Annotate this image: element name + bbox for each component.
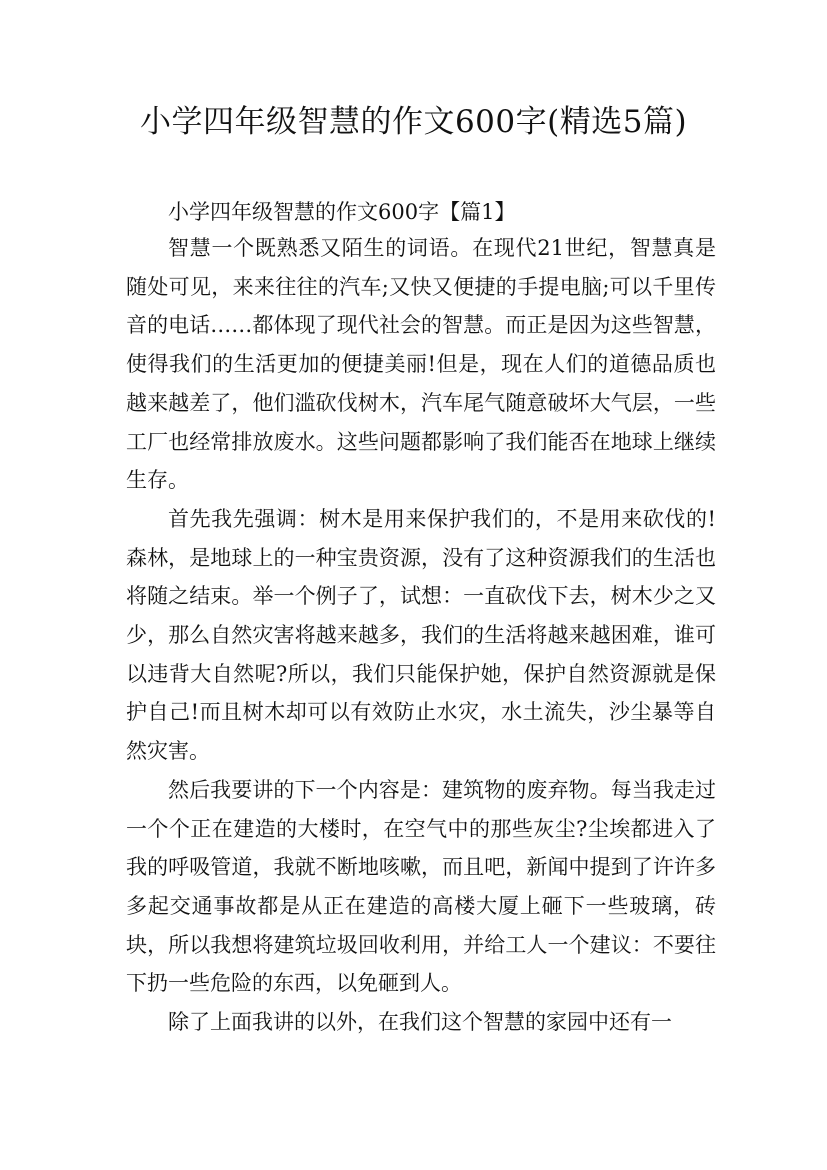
paragraph: 智慧一个既熟悉又陌生的词语。在现代21世纪，智慧真是随处可见，来来往往的汽车;又快又便捷的手提电脑;可以千里传音的电话……都体现了现代社会的智慧。而正是因为这些智慧，使得我们的生活更加的便捷美丽!但是，现在人们的道德品质也越来越差了，他们滥砍伐树木，汽车尾气随意破坏大气层，一些工厂也经常排放废水。这些问题都影响了我们能否在地球上继续生存。 [126,236,716,493]
article-body [126,229,716,1042]
section-heading: 小学四年级智慧的作文600字【篇1】 [168,200,516,224]
paragraph: 然后我要讲的下一个内容是：建筑物的废弃物。每当我走过一个个正在建造的大楼时，在空气中的那些灰尘?尘埃都进入了我的呼吸管道，我就不断地咳嗽，而且吧，新闻中提到了许许多多起交通事故都是从正在建造的高楼大厦上砸下一些玻璃，砖块，所以我想将建筑垃圾回收利用，并给工人一个建议：不要往下扔一些危险的东西，以免砸到人。 [126,777,716,996]
paragraph: 除了上面我讲的以外，在我们这个智慧的家园中还有一 [168,1010,672,1035]
document-title: 小学四年级智慧的作文600字(精选5篇) [139,104,688,140]
paragraph: 首先我先强调：树木是用来保护我们的，不是用来砍伐的!森林，是地球上的一种宝贵资源，没有了这种资源我们的生活也将随之结束。举一个例子了，试想：一直砍伐下去，树木少之又少，那么自然灾害将越来越多，我们的生活将越来越困难，谁可以违背大自然呢?所以，我们只能保护她，保护自然资源就是保护自己!而且树木却可以有效防止水灾，水土流失，沙尘暴等自然灾害。 [126,506,716,764]
